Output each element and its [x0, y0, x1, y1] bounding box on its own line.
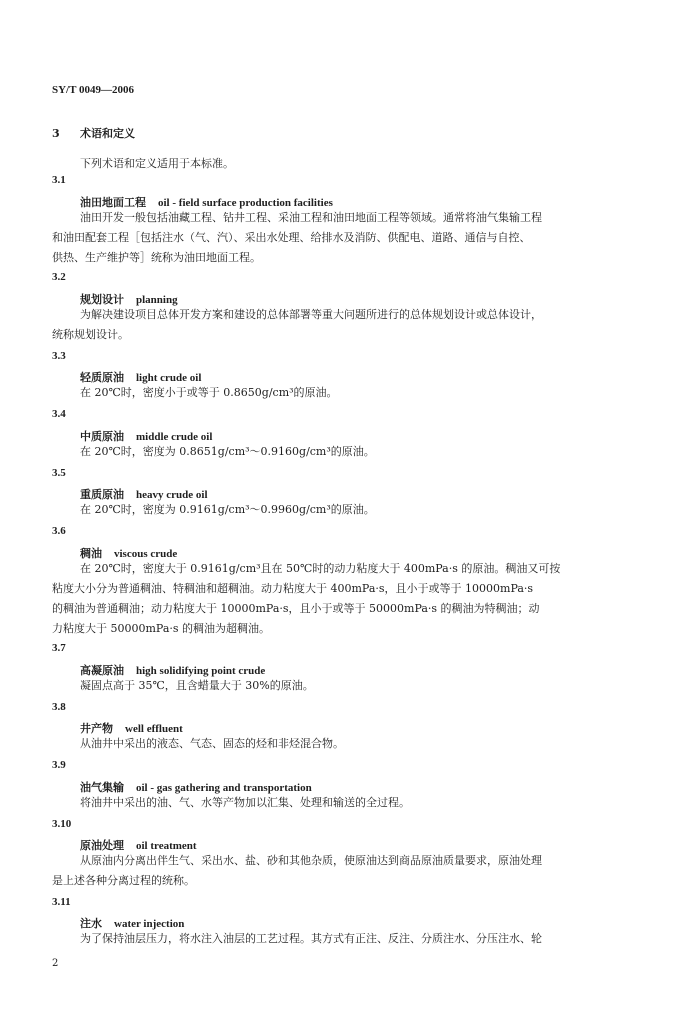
definition-line: 为解决建设项目总体开发方案和建设的总体部署等重大问题所进行的总体规划设计或总体设计， — [80, 308, 542, 321]
term-english: light crude oil — [136, 372, 202, 384]
term-chinese: 油气集输 — [80, 781, 124, 794]
term-chinese: 注水 — [80, 917, 102, 930]
term-english: oil - gas gathering and transportation — [136, 782, 312, 794]
term-english: viscous crude — [114, 548, 178, 560]
definition-line: 从油井中采出的液态、气态、固态的烃和非烃混合物。 — [80, 737, 344, 750]
term-english: oil treatment — [136, 840, 197, 852]
entry-number: 3.5 — [52, 467, 66, 479]
definition-line: 是上述各种分离过程的统称。 — [52, 874, 195, 887]
term-chinese: 规划设计 — [80, 293, 124, 306]
page-number: 2 — [52, 958, 59, 969]
term-english: heavy crude oil — [136, 489, 208, 501]
entry-number: 3.1 — [52, 174, 66, 186]
definition-line: 油田开发一般包括油藏工程、钻井工程、采油工程和油田地面工程等领域。通常将油气集输工程 — [80, 211, 542, 224]
definition-line: 将油井中采出的油、气、水等产物加以汇集、处理和输送的全过程。 — [80, 796, 410, 809]
definition-line: 粘度大小分为普通稠油、特稠油和超稠油。动力粘度大于 400mPa·s，且小于或等于 10000mPa·s — [52, 582, 534, 595]
definition-line: 在 20℃时，密度小于或等于 0.8650g/cm³的原油。 — [80, 386, 338, 399]
definition-line: 从原油内分离出伴生气、采出水、盐、砂和其他杂质，使原油达到商品原油质量要求，原油处理 — [80, 854, 542, 867]
standard-code: SY/T 0049—2006 — [52, 84, 135, 96]
definition-line: 凝固点高于 35℃，且含蜡量大于 30%的原油。 — [80, 679, 314, 692]
term-chinese: 轻质原油 — [80, 371, 124, 384]
term-english: planning — [136, 294, 178, 306]
entry-number: 3.6 — [52, 525, 66, 537]
term-english: well effluent — [125, 723, 183, 735]
entry-number: 3.4 — [52, 408, 66, 420]
term-chinese: 高凝原油 — [80, 664, 124, 677]
entry-number: 3.10 — [52, 818, 72, 830]
entry-number: 3.8 — [52, 701, 66, 713]
entry-number: 3.9 — [52, 759, 66, 771]
term-chinese: 井产物 — [80, 722, 113, 735]
definition — [80, 734, 640, 754]
definition-line: 供热、生产维护等］统称为油田地面工程。 — [52, 251, 261, 264]
term-chinese: 稠油 — [80, 547, 102, 560]
term-english: oil - field surface production facilities — [158, 197, 333, 209]
definition — [80, 442, 640, 462]
definition — [80, 500, 640, 520]
definition — [52, 305, 640, 345]
entry-number: 3.11 — [52, 896, 71, 908]
definition-line: 在 20℃时，密度大于 0.9161g/cm³且在 50℃时的动力粘度大于 400mPa·s 的原油。稠油又可按 — [80, 562, 561, 575]
definition-line: 统称规划设计。 — [52, 328, 129, 341]
entry-number: 3.7 — [52, 642, 66, 654]
definition-line: 力粘度大于 50000mPa·s 的稠油为超稠油。 — [52, 622, 271, 635]
intro-paragraph: 下列术语和定义适用于本标准。 — [80, 157, 234, 170]
term-english: high solidifying point crude — [136, 665, 266, 677]
definition-line: 为了保持油层压力，将水注入油层的工艺过程。其方式有正注、反注、分质注水、分压注水、轮 — [80, 932, 542, 945]
term-chinese: 重质原油 — [80, 488, 124, 501]
entry-number: 3.2 — [52, 271, 66, 283]
definition-line: 在 20℃时，密度为 0.8651g/cm³～0.9160g/cm³的原油。 — [80, 445, 375, 458]
section-number: 3 — [52, 127, 60, 140]
definition — [52, 851, 640, 891]
definition — [52, 208, 640, 268]
definition-line: 和油田配套工程［包括注水（气、汽）、采出水处理、给排水及消防、供配电、道路、通信与自控、 — [52, 231, 531, 244]
term-english: middle crude oil — [136, 431, 213, 443]
section-title: 术语和定义 — [80, 127, 135, 140]
definition — [80, 676, 640, 696]
term-english: water injection — [114, 918, 185, 930]
term-chinese: 中质原油 — [80, 430, 124, 443]
term-chinese: 原油处理 — [80, 839, 124, 852]
definition-line: 的稠油为普通稠油；动力粘度大于 10000mPa·s，且小于或等于 50000mPa·s 的稠油为特稠油；动 — [52, 602, 540, 615]
term-chinese: 油田地面工程 — [80, 196, 146, 209]
definition — [52, 559, 640, 639]
definition — [80, 929, 640, 949]
definition — [80, 793, 640, 813]
definition — [80, 383, 640, 403]
definition-line: 在 20℃时，密度为 0.9161g/cm³～0.9960g/cm³的原油。 — [80, 503, 375, 516]
entry-number: 3.3 — [52, 350, 66, 362]
section-heading — [52, 125, 135, 141]
